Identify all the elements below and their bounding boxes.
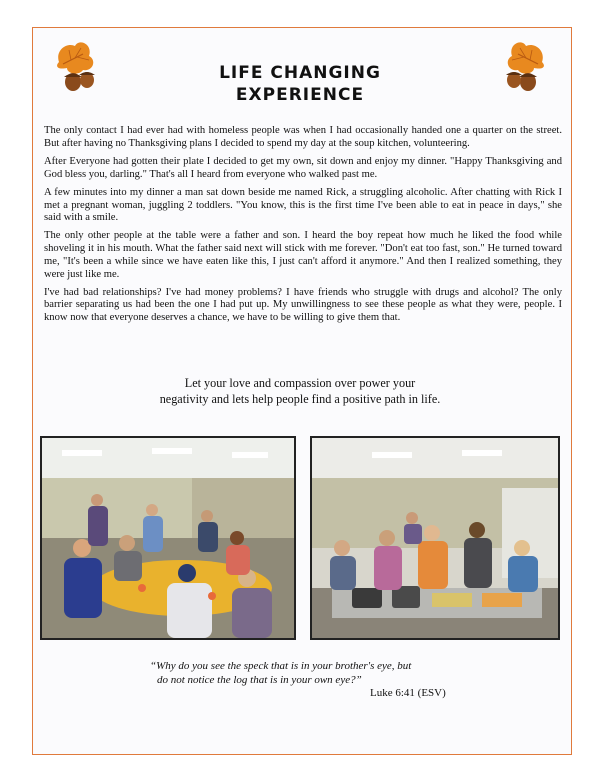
title-line-1: LIFE CHANGING: [219, 63, 381, 83]
callout-line-2: negativity and lets help people find a positive path in life.: [159, 392, 441, 406]
article-paragraph: I've had bad relationships? I've had money problems? I have friends who struggle with drugs and alcohol? The only barrier separating us had been the one I had put up. My unwillingness to see these people as what they were, people. I know now that everyone deserves a chance, we have to be willing to give them that.: [44, 286, 562, 324]
callout-message: [80, 375, 520, 407]
article-paragraph: A few minutes into my dinner a man sat down beside me named Rick, a struggling alcoholic. After chatting with Rick I met a pregnant woman, juggling 2 toddlers. "You know, this is the first time I've been able to eat in peace in days," she said with a smile.: [44, 186, 562, 224]
photo-volunteers-serving-line: [310, 436, 560, 640]
autumn-leaf-acorn-icon: [502, 40, 548, 96]
autumn-leaf-acorn-icon: [53, 40, 99, 96]
callout-line-1: Let your love and compassion over power your: [184, 376, 416, 390]
article-paragraph: The only contact I had ever had with homeless people was when I had occasionally handed one a quarter on the street. But after having no Thanksgiving plans I decided to spend my day at the soup kitchen, volunteering.: [44, 125, 562, 149]
article-paragraph: After Everyone had gotten their plate I decided to get my own, sit down and enjoy my dinner. "Happy Thanksgiving and God bless you, darling." That's all I heard from everyone who walked past me.: [44, 155, 562, 180]
verse-line-1: “Why do you see the speck that is in your brother's eye, but: [150, 660, 412, 672]
photo-volunteers-dining-table: [40, 436, 296, 640]
verse-reference: Luke 6:41 (ESV): [370, 687, 446, 699]
article-body: [44, 125, 562, 330]
page-title: [150, 62, 450, 106]
article-paragraph: The only other people at the table were a father and son. I heard the boy repeat how much he liked the food while shoveling it in his mouth. What the father said next will stick with me forever. "Don't eat too fast, son." He turned toward me, "It's been a while since we have eaten like this, I just can't afford it anymore." And then I realized something, they were just like me.: [44, 230, 562, 280]
verse-line-2: do not notice the log that is in your own eye?”: [157, 673, 362, 686]
title-line-2: EXPERIENCE: [235, 85, 365, 105]
bible-verse: [150, 660, 470, 687]
